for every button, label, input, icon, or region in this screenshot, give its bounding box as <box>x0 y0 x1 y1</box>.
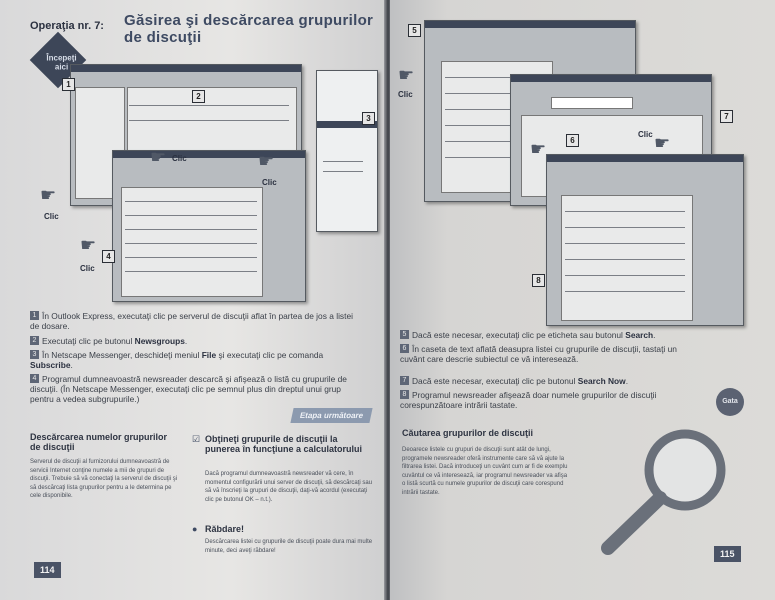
step-marker-4: 4 <box>102 250 115 263</box>
step-marker-1: 1 <box>62 78 75 91</box>
step-marker-2: 2 <box>192 90 205 103</box>
clic-label: Clic <box>638 130 653 139</box>
step-8-text: 8 Programul newsreader afişează doar numele grupurilor de discuţii corespunzătoare intrării tastate. <box>400 390 657 410</box>
step-1-text: 1 În Outlook Express, executaţi clic pe serverul de discuţii aflat în partea de jos a listei de dosare. <box>30 311 353 331</box>
magnifying-glass-icon <box>590 420 740 560</box>
section-text: Deoarece listele cu grupuri de discuţii sunt atât de lungi, programele newsreader oferă instrumente care să vă ajute la filtrarea listei. Dacă introduceţi un cuvânt cum ar fi de exemplu cuvântul ce vă interesează, iar programul newsreader va afişa o listă scurtă cu numele grupurilor de discuţii care corespund intrării tastate. <box>402 447 568 496</box>
hand-cursor-icon: ☛ <box>398 65 415 85</box>
clic-label: Clic <box>172 154 187 163</box>
hand-cursor-icon: ☛ <box>530 139 547 159</box>
clic-label: Clic <box>44 212 59 221</box>
step-7-text: 7 Dacă este necesar, executaţi clic pe butonul Search Now. <box>400 376 700 386</box>
operation-label: Operaţia nr. 7: <box>30 20 104 32</box>
clic-label: Clic <box>80 264 95 273</box>
step-3-text: 3 În Netscape Messenger, deschideţi meniul File şi executaţi clic pe comanda Subscribe. <box>30 350 324 370</box>
step-marker-6: 6 <box>566 134 579 147</box>
step-5-text: 5 Dacă este necesar, executaţi clic pe eticheta sau butonul Search. <box>400 330 700 340</box>
tip-1-title: Obţineţi grupurile de discuţii la punerea în funcţiune a calculatorului <box>205 434 363 454</box>
tip-2-title: Răbdare! <box>205 524 245 534</box>
right-page <box>390 0 775 600</box>
start-here-badge: Începeţi aici <box>30 32 87 89</box>
step-marker-8: 8 <box>532 274 545 287</box>
tip-1-text: Dacă programul dumneavoastră newsreader vă cere, în momentul configurării unui server de discuţii, să descărcaţi sau să vă înscrieţi la grupuri de discuţii, daţi-vă acordul (executaţi clic pe butonul OK – n.t.). <box>205 471 373 503</box>
done-badge: Gata <box>716 388 744 416</box>
step-4-text: 4 Programul dumneavoastră newsreader descarcă şi afişează o listă cu grupurile de discuţii. (În Netscape Messenger, executaţi clic pe semnul plus din dreptul unui grup pentru a vedea subgrupurile.) <box>30 374 347 404</box>
step-marker-7: 7 <box>720 110 733 123</box>
search-results-window <box>546 154 744 326</box>
page-number-left: 114 <box>34 562 61 578</box>
hand-cursor-icon: ☛ <box>150 147 167 167</box>
hand-cursor-icon: ☛ <box>40 185 57 205</box>
sidebar-text: Serverul de discuţii al furnizorului dumneavoastră de servicii Internet conţine numele a mii de grupuri de discuţii. Trebuie să vă conectaţi la serverul de discuţii şi să descărcaţi lista grupurilor pentru a le determina pe cele disponibile. <box>30 459 178 499</box>
tip-2-text: Descărcarea listei cu grupurile de discuţii poate dura mai multe minute, deci aveţi răbdare! <box>205 539 373 554</box>
hand-cursor-icon: ☛ <box>80 235 97 255</box>
hand-cursor-icon: ☛ <box>654 133 671 153</box>
step-marker-3: 3 <box>362 112 375 125</box>
clic-label: Clic <box>262 178 277 187</box>
hand-cursor-icon: ☛ <box>258 151 275 171</box>
clic-label: Clic <box>398 90 413 99</box>
page-title-line-1: Găsirea şi descărcarea grupurilor <box>124 12 374 29</box>
page-number-right: 115 <box>714 546 741 562</box>
page-title-line-2: de discuţii <box>124 29 202 46</box>
sidebar-title: Descărcarea numelor grupurilor de discuţii <box>30 432 168 452</box>
section-title: Căutarea grupurilor de discuţii <box>402 428 534 438</box>
next-step-button[interactable]: Etapa următoare <box>290 408 372 423</box>
newsgroups-list-window <box>112 147 306 302</box>
netscape-menu-window <box>316 70 378 232</box>
left-page <box>0 0 386 600</box>
step-marker-5: 5 <box>408 24 421 37</box>
step-2-text: 2 Executaţi clic pe butonul Newsgroups. <box>30 336 360 346</box>
step-6-text: 6 În caseta de text aflată deasupra listei cu grupurile de discuţii, tastaţi un cuvânt care descrie subiectul ce vă interesează. <box>400 344 677 364</box>
info-icon: ● <box>192 524 198 534</box>
checkbox-icon: ☑ <box>192 434 201 444</box>
